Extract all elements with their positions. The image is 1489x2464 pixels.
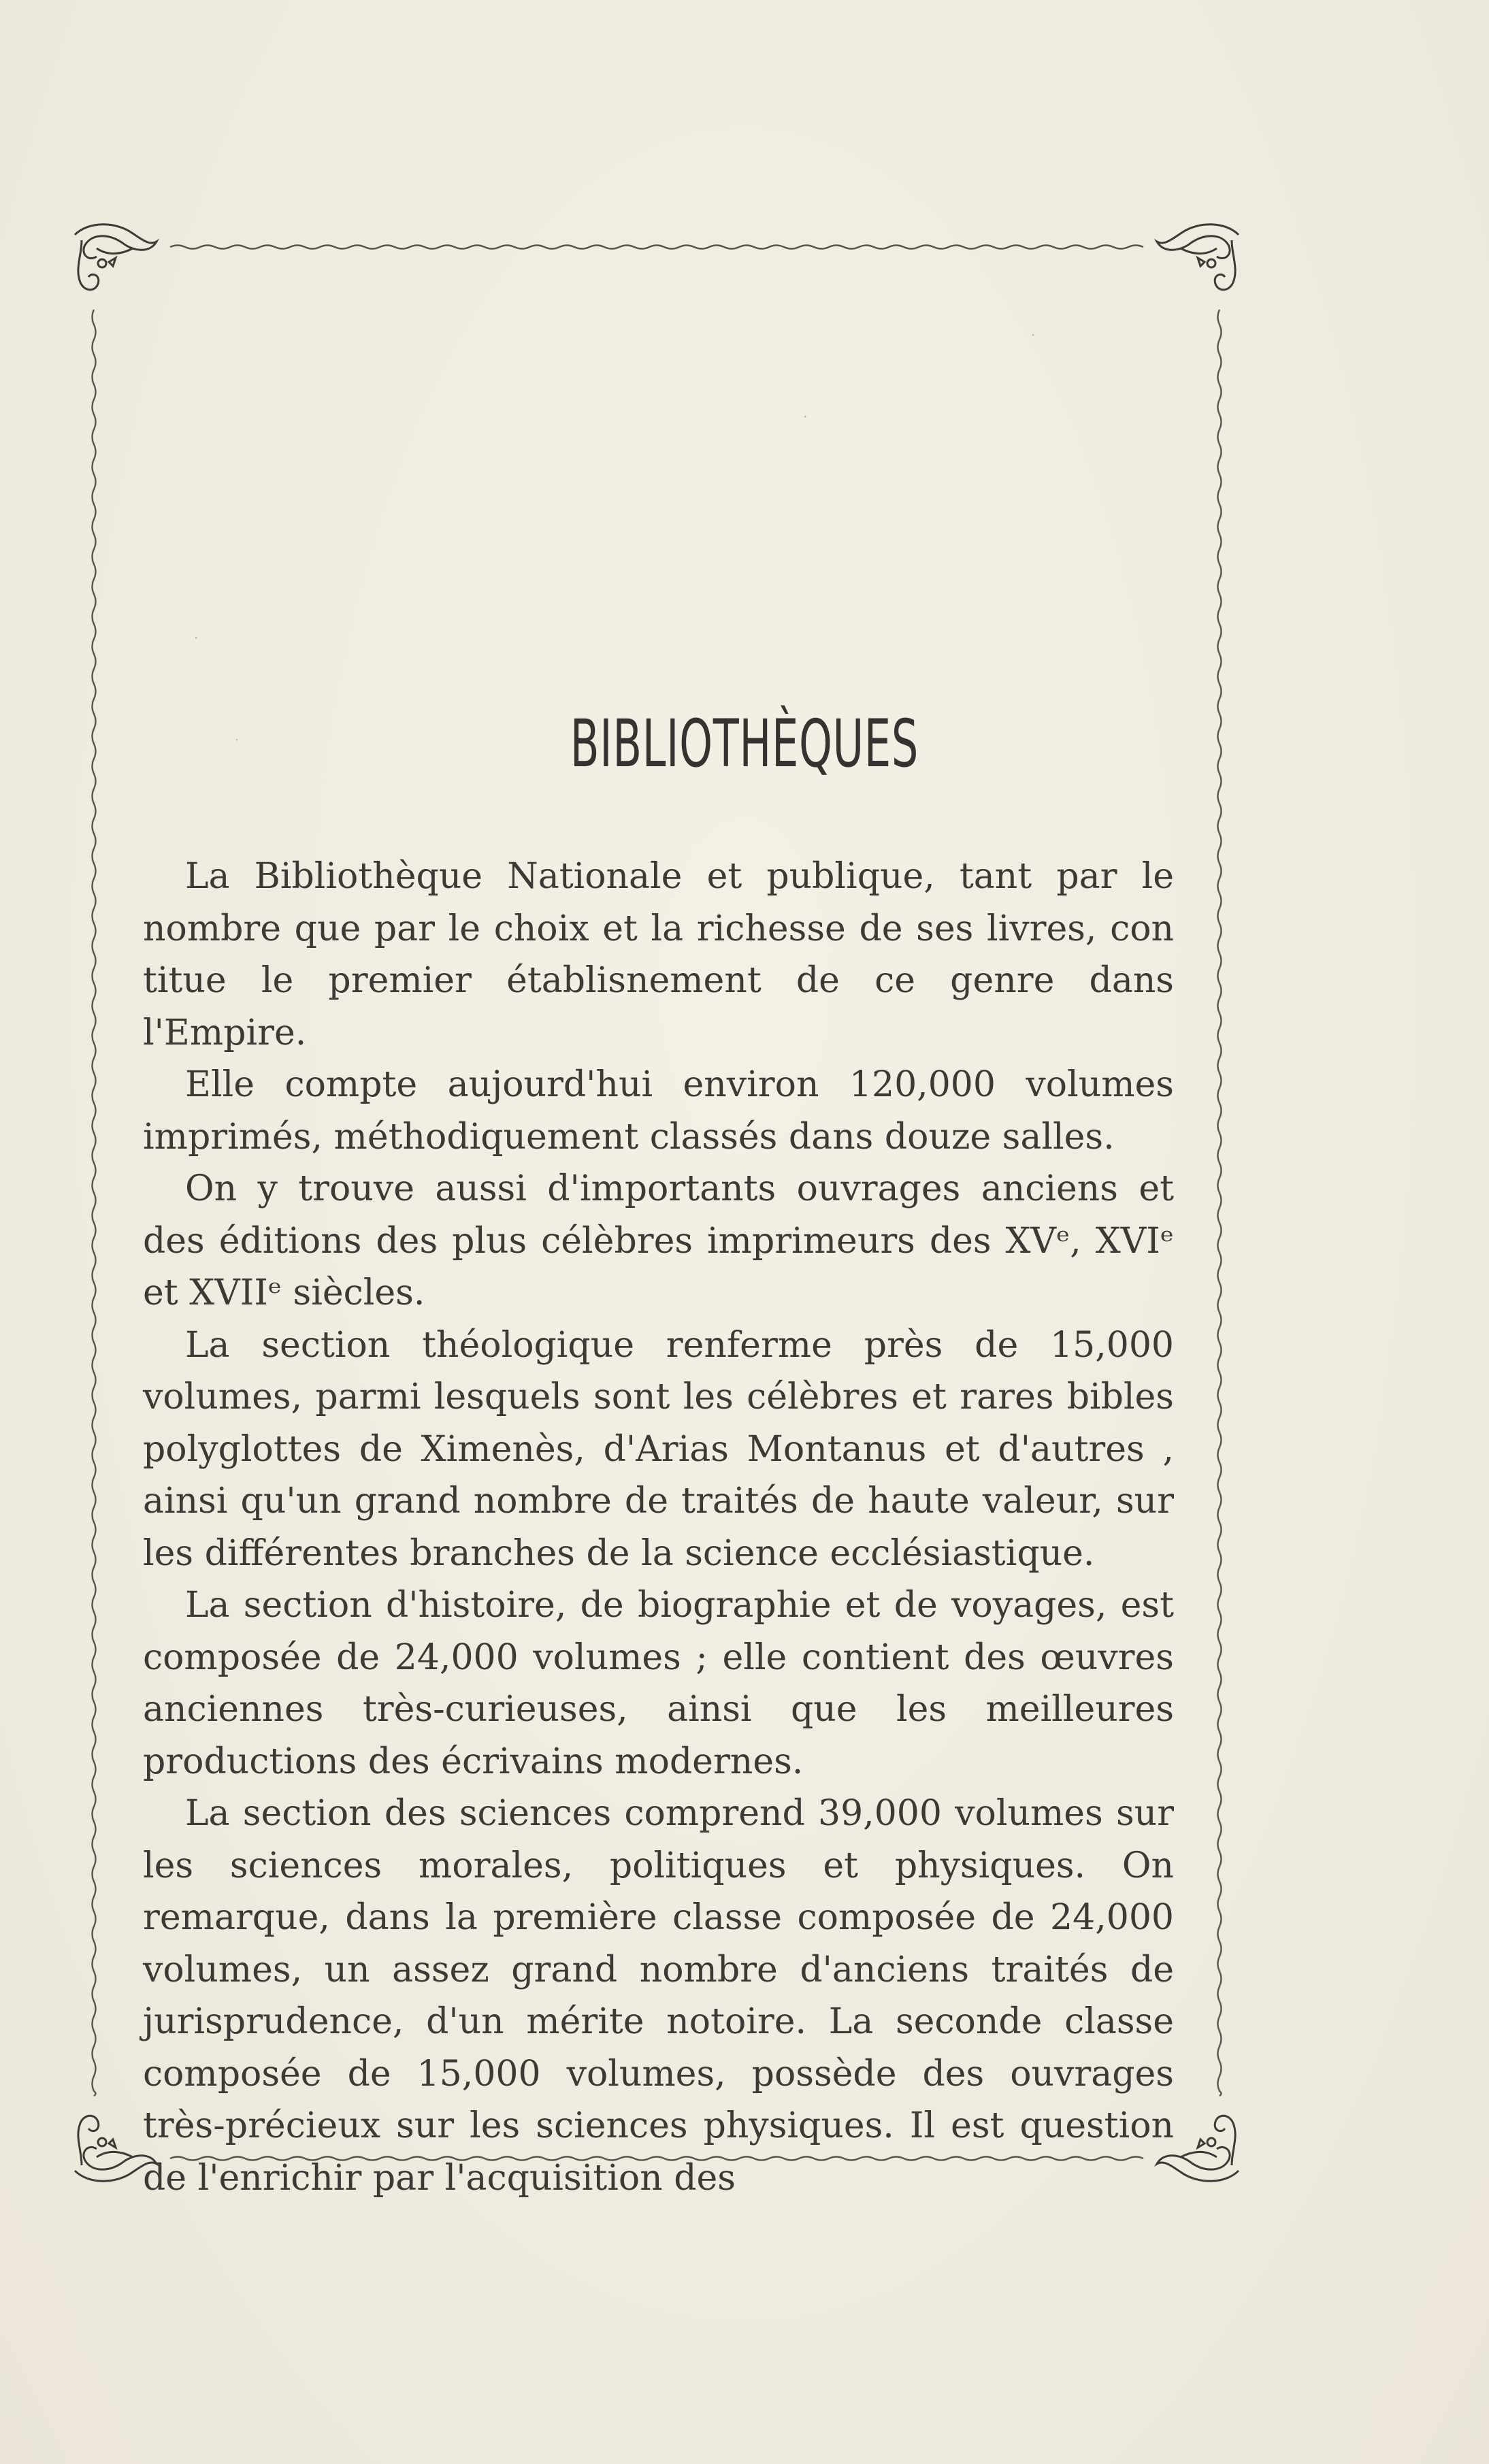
paper-speck: ·: [194, 629, 199, 646]
paragraph-3: On y trouve aussi d'importants ouvrages anciens et des éditions des plus célèbres imprimeurs des XVᵉ, XVIᵉ et XVIIᵉ siècles.: [143, 1168, 1174, 1313]
flourish-corner-icon-top-right: [1157, 225, 1239, 290]
border-top-line: [170, 246, 1143, 249]
paper-speck: ·: [1031, 327, 1036, 343]
page-title: BIBLIOTHÈQUES: [570, 706, 919, 782]
paper-speck: ·: [235, 732, 240, 748]
paragraph-5: La section d'histoire, de biographie et de voyages, est composée de 24,000 volumes ; elle contient des œuvres anciennes très-curieuses, ainsi que les meilleures productions des écrivains modernes.: [143, 1585, 1174, 1782]
border-right-line: [1218, 310, 1222, 2096]
paragraph-1: La Bibliothèque Nationale et publique, tant par le nombre que par le choix et la richesse de ses livres, con titue le premier établisnement de ce genre dans l'Empire.: [143, 856, 1174, 1053]
paragraph-2: Elle compte aujourd'hui environ 120,000 volumes imprimés, méthodiquement classés dans douze salles.: [143, 1064, 1174, 1157]
paragraph-6: La section des sciences comprend 39,000 volumes sur les sciences morales, politiques et physiques. On remarque, dans la première classe composée de 24,000 volumes, un assez grand nombre d'anciens traités de jurisprudence, d'un mérite notoire. La seconde classe composée de 15,000 volumes, possède des ouvrages très-précieux sur les sciences physiques. Il est question de l'enrichir par l'acquisition des: [143, 1793, 1174, 2199]
body-text: [143, 851, 1174, 2204]
flourish-corner-icon-top-left: [75, 225, 157, 290]
paragraph-4: La section théologique renferme près de 15,000 volumes, parmi lesquels sont les célèbres et rares bibles polyglottes de Ximenès, d'Arias Montanus et d'autres , ainsi qu'un grand nombre de traités de haute valeur, sur les différentes branches de la science ecclésiastique.: [143, 1324, 1174, 1574]
border-left-line: [93, 310, 96, 2096]
paper-speck: ·: [803, 408, 808, 425]
